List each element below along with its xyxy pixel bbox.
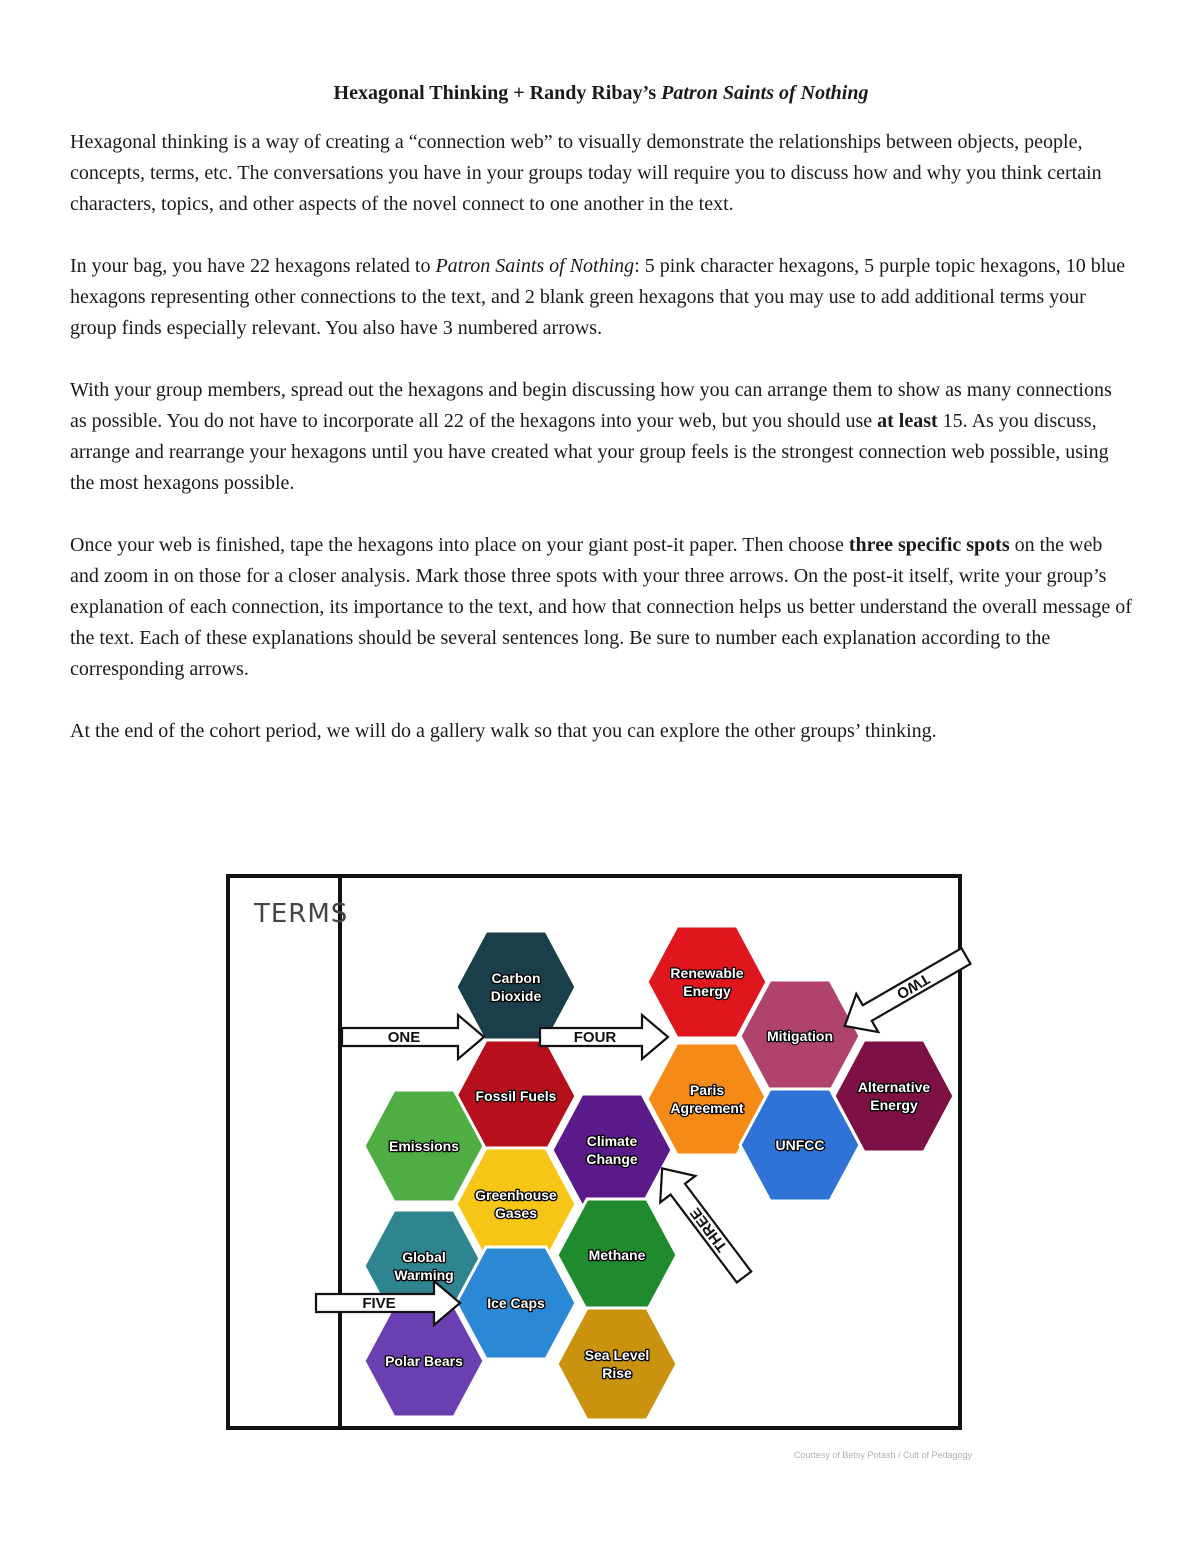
materials-text-b: : 5 pink character hexagons, 5 purple topic hexagons, 10 blue hexagons representing other connections to the text, and 2 blank green hexagons that you may use to add additional terms your group finds especially relevant. You also have 3 numbered arrows. <box>70 255 1126 339</box>
materials-book-title: Patron Saints of Nothing <box>435 255 635 277</box>
hexagon-label: Fossil Fuels <box>475 1088 557 1104</box>
paragraph-gallery <box>70 716 1132 747</box>
paragraph-intro-text: Hexagonal thinking is a way of creating a “connection web” to visually demonstrate the relationships between objects, people, concepts, terms, etc. The conversations you have in your groups today will require you to discuss how and why you think certain characters, topics, and other aspects of the novel connect to one another in the text. <box>70 131 1102 215</box>
hexagon-label: Dioxide <box>490 988 542 1004</box>
title-book: Patron Saints of Nothing <box>661 82 869 104</box>
hexagon-label: Alternative <box>857 1079 931 1095</box>
hexagon-label: UNFCC <box>775 1137 825 1153</box>
arrange-text-a: With your group members, spread out the hexagons and begin discussing how you can arrange them to show as many connections as possible. You do not have to incorporate all 22 of the hexagons into your web, but you should use <box>70 379 1112 432</box>
hexagon-label: Warming <box>394 1267 454 1283</box>
hexagon-label: Polar Bears <box>385 1353 463 1369</box>
arrow-four-label: FOUR <box>573 1029 617 1046</box>
title-prefix: Hexagonal Thinking + Randy Ribay’s <box>333 82 662 104</box>
arrange-text-b: 15. As you discuss, arrange and rearrange your hexagons until you have created what your group feels is the strongest connection web possible, using the most hexagons possible. <box>70 410 1109 494</box>
hexagon-label: Paris <box>689 1082 725 1098</box>
figure-credit: Courtesy of Betsy Potash / Cult of Pedagogy <box>793 1450 972 1460</box>
gallery-text: At the end of the cohort period, we will do a gallery walk so that you can explore the other groups’ thinking. <box>70 720 937 742</box>
arrow-five-label: FIVE <box>362 1295 396 1312</box>
hexagon-label: Ice Caps <box>487 1295 545 1311</box>
hexagon-example-figure <box>224 870 984 1460</box>
hexagon-label: Agreement <box>670 1100 744 1116</box>
terms-label: TERMS <box>254 899 349 929</box>
hexagon-diagram <box>224 870 984 1460</box>
hexagon-label: Gases <box>494 1205 538 1221</box>
hexagon-label: Mitigation <box>766 1028 834 1044</box>
paragraph-arrange <box>70 375 1132 499</box>
materials-text-a: In your bag, you have 22 hexagons related to <box>70 255 436 277</box>
arrange-bold: at least <box>877 410 938 432</box>
arrow-three-label: THREE <box>686 1204 731 1255</box>
hexagon-label: Energy <box>683 983 731 999</box>
hexagon-label: Methane <box>588 1247 646 1263</box>
hexagon-label: Emissions <box>388 1138 460 1154</box>
hexagon-label: Greenhouse <box>475 1187 557 1203</box>
document-body <box>70 82 1132 778</box>
hexagon-label: Energy <box>870 1097 918 1113</box>
arrow-two-label: TWO <box>893 969 933 1003</box>
page-title <box>70 82 1132 105</box>
analysis-bold: three specific spots <box>848 534 1010 556</box>
paragraph-materials <box>70 251 1132 344</box>
paragraph-analysis <box>70 530 1132 685</box>
hexagon-label: Sea Level <box>584 1347 650 1363</box>
hexagon-label: Carbon <box>491 970 541 986</box>
hexagon-label: Rise <box>602 1365 632 1381</box>
hexagon-label: Change <box>586 1151 638 1167</box>
hexagon-label: Global <box>402 1249 446 1265</box>
arrow-one-label: ONE <box>387 1029 421 1046</box>
hexagon-label: Climate <box>586 1133 638 1149</box>
analysis-text-a: Once your web is finished, tape the hexagons into place on your giant post-it paper. Then choose <box>70 534 849 556</box>
analysis-text-b: on the web and zoom in on those for a closer analysis. Mark those three spots with your three arrows. On the post-it itself, write your group’s explanation of each connection, its importance to the text, and how that connection helps us better understand the overall message of the text. Each of these explanations should be several sentences long. Be sure to number each explanation according to the corresponding arrows. <box>70 534 1132 680</box>
hexagon-label: Renewable <box>670 965 744 981</box>
paragraph-intro <box>70 127 1132 220</box>
